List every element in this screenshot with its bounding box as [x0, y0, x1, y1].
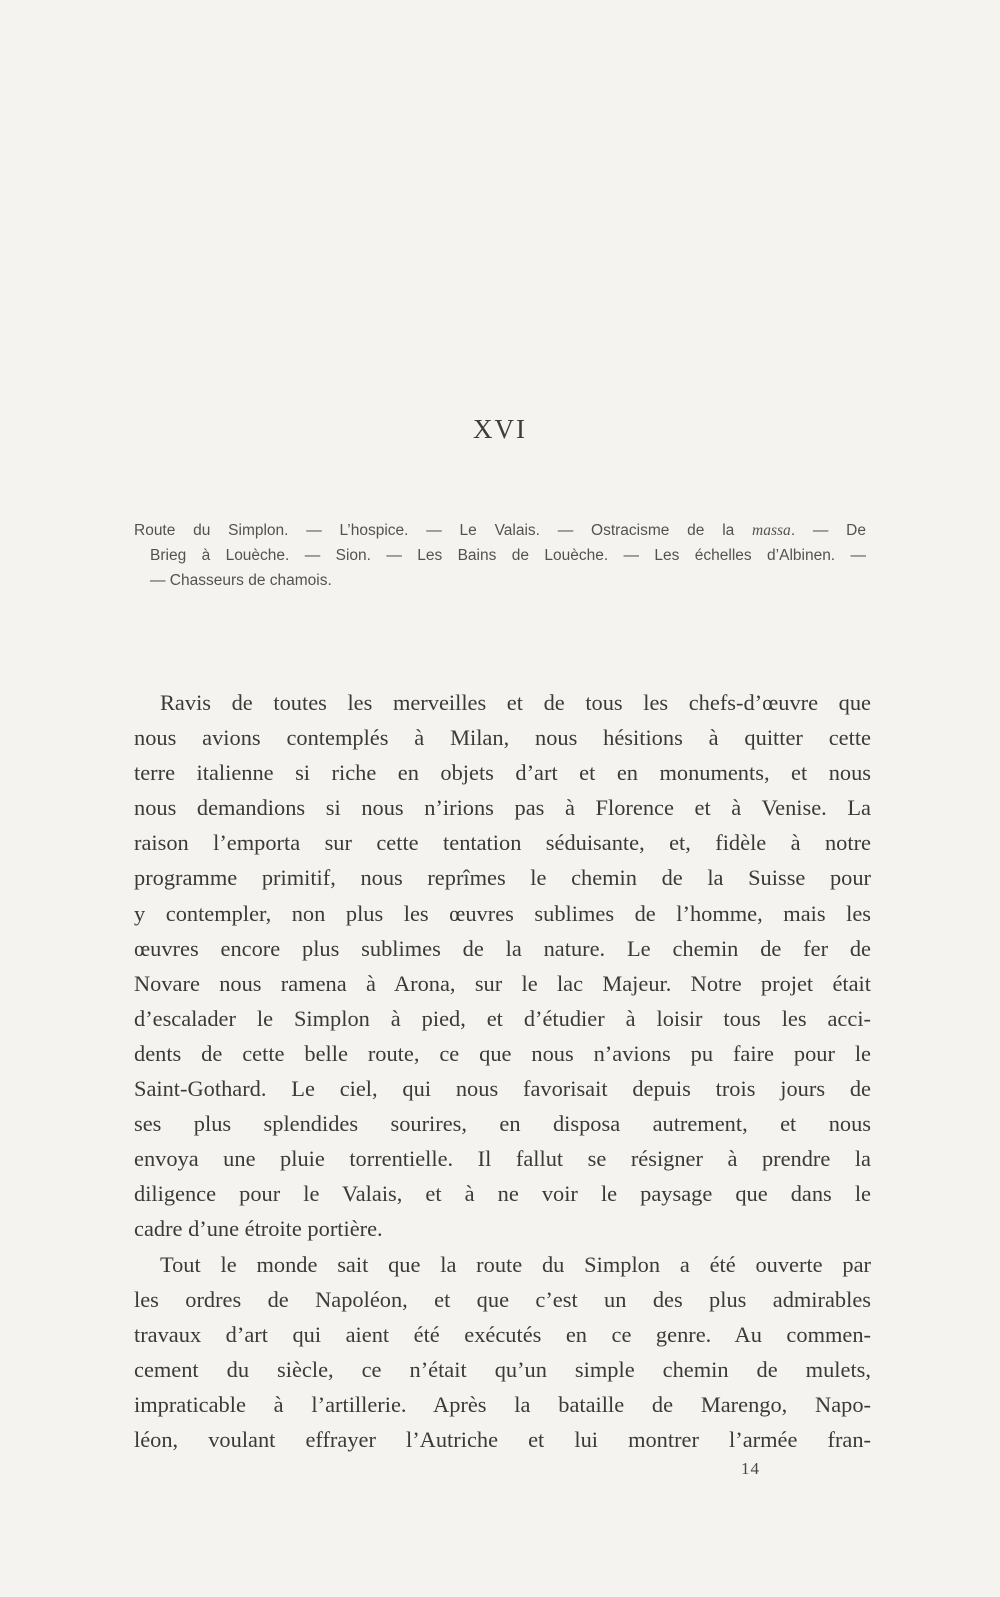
text-line: nous demandions si nous n’irions pas à Florence et à Venise. La	[134, 795, 871, 821]
text-line: raison l’emporta sur cette tentation séduisante, et, fidèle à notre	[134, 830, 871, 856]
text-line: terre italienne si riche en objets d’art et en monuments, et nous	[134, 760, 871, 786]
summary-line: Route du Simplon. — L’hospice. — Le Valais. — Ostracisme de la massa. — De	[134, 522, 867, 539]
text-line: Ravis de toutes les merveilles et de tous les chefs-d’œuvre que	[160, 690, 871, 715]
text-line: Saint-Gothard. Le ciel, qui nous favorisait depuis trois jours de	[134, 1076, 871, 1102]
text-line: léon, voulant effrayer l’Autriche et lui montrer l’armée fran-	[134, 1426, 871, 1452]
text-line: envoya une pluie torrentielle. Il fallut se résigner à prendre la	[134, 1146, 871, 1172]
text-line: cement du siècle, ce n’était qu’un simple chemin de mulets,	[134, 1356, 871, 1382]
page-number: 14	[741, 1459, 760, 1478]
body-text	[134, 685, 871, 1457]
chapter-summary	[134, 518, 866, 593]
text-line: Tout le monde sait que la route du Simplon a été ouverte par	[160, 1251, 871, 1277]
text-line: impraticable à l’artillerie. Après la bataille de Marengo, Napo-	[134, 1391, 871, 1417]
chapter-number: XVI	[473, 414, 527, 444]
text-line: d’escalader le Simplon à pied, et d’étudier à loisir tous les acci-	[134, 1005, 871, 1031]
summary-line: — Chasseurs de chamois.	[150, 572, 332, 589]
text-line: diligence pour le Valais, et à ne voir le paysage que dans le	[134, 1181, 871, 1207]
text-line: œuvres encore plus sublimes de la nature. Le chemin de fer de	[134, 935, 871, 961]
text-line: Novare nous ramena à Arona, sur le lac Majeur. Notre projet était	[134, 970, 871, 996]
summary-line: Brieg à Louèche. — Sion. — Les Bains de Louèche. — Les échelles d’Albinen. —	[150, 547, 866, 564]
text-line: programme primitif, nous reprîmes le chemin de la Suisse pour	[134, 865, 871, 891]
text-line: nous avions contemplés à Milan, nous hésitions à quitter cette	[134, 725, 871, 751]
text-line: les ordres de Napoléon, et que c’est un des plus admirables	[134, 1286, 871, 1312]
paragraph	[134, 1247, 871, 1458]
paragraph	[134, 685, 871, 1247]
summary-italic-word: massa	[752, 522, 791, 539]
text-line: travaux d’art qui aient été exécutés en ce genre. Au commen-	[134, 1321, 871, 1347]
text-line: dents de cette belle route, ce que nous n’avions pu faire pour le	[134, 1040, 871, 1066]
text-line: y contempler, non plus les œuvres sublimes de l’homme, mais les	[134, 900, 871, 926]
text-line: cadre d’une étroite portière.	[134, 1216, 383, 1242]
text-line: ses plus splendides sourires, en disposa autrement, et nous	[134, 1111, 871, 1137]
